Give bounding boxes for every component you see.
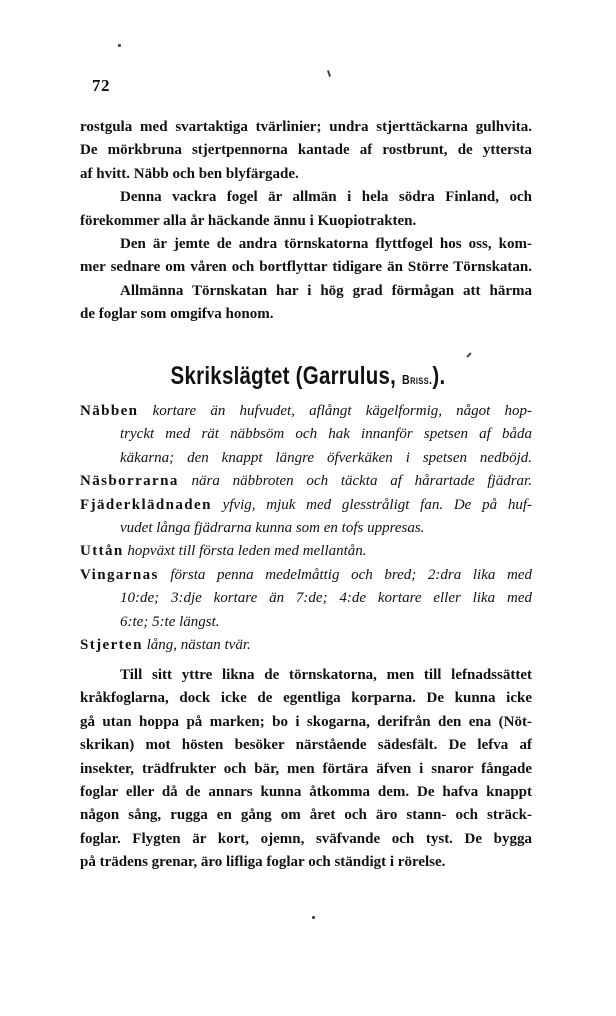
text-line: De mörkbruna stjertpennorna kantade af rostbrunt, de yttersta [80,142,532,159]
term-uttan: Uttån [80,543,124,560]
heading-author: Briss. [402,372,433,387]
description-line [80,494,532,517]
top-paragraphs [80,116,532,327]
description-line: käkarna; den knappt längre öfverkäken i spetsen nedböjd. [120,449,532,466]
text-line: kråkfoglarna, dock icke de egentliga korparna. De kunna icke [80,690,532,707]
text-line: Denna vackra fogel är allmän i hela södra Finland, och [120,189,532,206]
description-line: 10:de; 3:dje kortare än 7:de; 4:de kortare eller lika med [120,590,532,607]
heading-title: Skrikslägtet (Garrulus, [170,362,397,390]
description-line: vudet långa fjädrarna kunna som en tofs uppresas. [120,519,425,536]
description-line [80,470,532,493]
text-line: någon sång, rugga en gång om året och äro stann- och sträck- [80,807,532,824]
description-line [80,634,532,657]
description-line [80,540,532,563]
text-line: Till sitt yttre likna de törnskatorna, men till lefnadssättet [120,667,532,683]
text-line: foglar eller då de annars kunna åtkomma dem. De hafva knappt [80,783,532,800]
description-line [80,564,532,587]
description-text: första penna medelmåttig och bred; 2:dra lika med [170,566,533,583]
text-line: förekommer alla år häckande ännu i Kuopiotrakten. [80,212,417,229]
description-text: nära näbbroten och täckta af hårartade fjädrar. [191,473,532,490]
term-nasborrarna: Näsborrarna [80,473,179,490]
description-line [80,400,532,423]
heading-close: ). [432,362,446,390]
print-speck [118,44,121,47]
bottom-paragraph [80,664,532,875]
text-line: skrikan) mot hösten besöker närstående sädesfält. De lefva af [80,737,532,754]
text-line: Den är jemte de andra törnskatorna flyttfogel hos oss, kom- [120,235,532,252]
text-line: gå utan hoppa på marken; bo i skogarna, derifrån den ena (Nöt- [80,713,532,730]
print-speck [327,70,331,77]
description-line: 6:te; 5:te längst. [120,613,220,630]
term-stjerten: Stjerten [80,636,143,653]
text-line: Allmänna Törnskatan har i hög grad förmågan att härma [120,282,532,299]
text-line: insekter, trädfrukter och bär, men förtära äfven i snaror fångade [80,760,532,777]
description-line: tryckt med rät näbbsöm och hak innanför spetsen af båda [120,426,532,443]
description-text: yfvig, mjuk med glesstråligt fan. De på huf- [222,496,532,513]
page-number: 72 [92,76,110,95]
term-vingarnas: Vingarnas [80,566,159,583]
text-line: af hvitt. Näbb och ben blyfärgade. [80,165,299,182]
text-line: de foglar som omgifva honom. [80,306,274,323]
term-nabben: Näbben [80,403,139,419]
text-line: mer sednare om våren och bortflyttar tidigare än Större Törnskatan. [80,259,532,276]
description-text: lång, nästan tvär. [146,636,251,653]
section-heading [55,362,560,391]
print-speck [312,916,315,919]
text-line: foglar. Flygten är kort, ojemn, sväfvande och tyst. De bygga [80,830,532,847]
text-line: på trädens grenar, äro lifliga foglar och ständigt i rörelse. [80,854,446,871]
description-text: hopväxt till första leden med mellantån. [127,543,367,560]
genus-descriptions [80,400,532,657]
print-speck [466,352,472,358]
term-fjaderkladnaden: Fjäderklädnaden [80,496,212,513]
description-text: kortare än hufvudet, aflångt kägelformig, något hop- [152,403,533,419]
text-line: rostgula med svartaktiga tvärlinier; undra stjerttäckarna gulhvita. [80,119,532,135]
